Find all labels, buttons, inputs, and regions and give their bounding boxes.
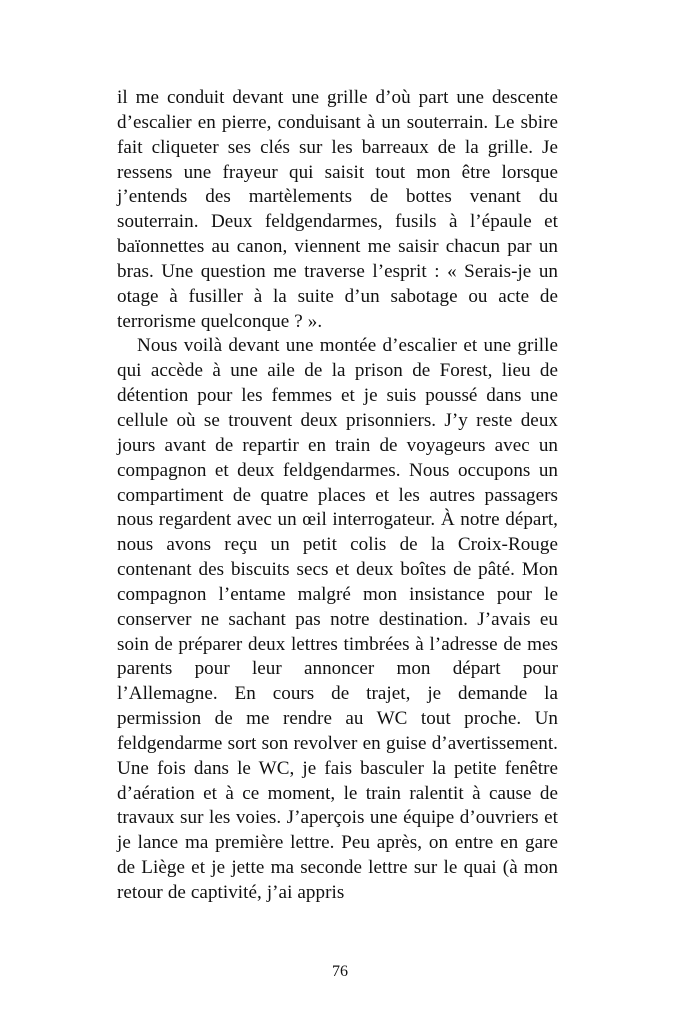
body-paragraph-1: il me conduit devant une grille d’où part une descente d’escalier en pierre, conduisant à un souterrain. Le sbire fait cliqueter ses clés sur les barreaux de la grille. Je ressens une frayeur qui saisit tout mon être lorsque j’entends des martèlements de bottes venant du souterrain. Deux feldgendarmes, fusils à l’épaule et baïonnettes au canon, viennent me saisir chacun par un bras. Une question me traverse l’esprit : « Serais-je un otage à fusiller à la suite d’un sabotage ou acte de terrorisme quelconque ? ». xyxy=(117,87,558,332)
body-paragraph-2: Nous voilà devant une montée d’escalier et une grille qui accède à une aile de la prison de Forest, lieu de détention pour les femmes et je suis poussé dans une cellule où se trouvent deux prisonniers. J’y reste deux jours avant de repartir en train de voyageurs avec un compagnon et deux feldgendarmes. Nous occupons un compartiment de quatre places et les autres passagers nous regardent avec un œil interrogateur. À notre départ, nous avons reçu un petit colis de la Croix-Rouge contenant des biscuits secs et deux boîtes de pâté. Mon compagnon l’entame malgré mon insistance pour le conserver ne sachant pas notre destination. J’avais eu soin de préparer deux lettres timbrées à l’adresse de mes parents pour leur annoncer mon départ pour l’Allemagne. En cours de trajet, je demande la permission de me rendre au WC tout proche. Un feldgendarme sort son revolver en guise d’avertissement. Une fois dans le WC, je fais basculer la petite fenêtre d’aération et à ce moment, le train ralentit à cause de travaux sur les voies. J’aperçois une équipe d’ouvriers et je lance ma première lettre. Peu après, on entre en gare de Liège et je jette ma seconde lettre sur le quai (à mon retour de captivité, j’ai appris xyxy=(117,335,558,903)
page-text-block xyxy=(117,86,558,906)
page-number: 76 xyxy=(332,963,348,980)
